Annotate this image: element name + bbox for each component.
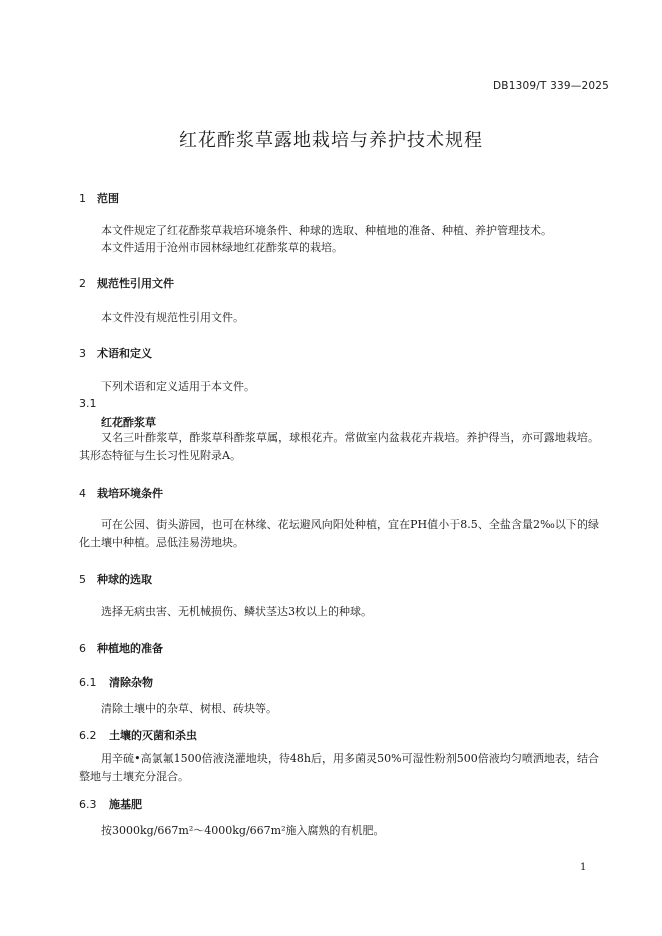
- subsection-6-2-heading: [79, 727, 197, 743]
- subsection-number: 6.1: [79, 676, 97, 689]
- paragraph: 选择无病虫害、无机械损伤、鳞状茎达3枚以上的种球。: [101, 605, 372, 618]
- section-5-heading: [79, 571, 152, 587]
- paragraph: 按3000kg/667m²～4000kg/667m²施入腐熟的有机肥。: [101, 824, 385, 837]
- section-number: 4: [79, 487, 86, 500]
- section-4-heading: [79, 485, 163, 501]
- section-title: 栽培环境条件: [97, 487, 163, 500]
- section-1-heading: [79, 190, 119, 206]
- paragraph: 本文件适用于沧州市园林绿地红花酢浆草的栽培。: [101, 241, 343, 254]
- subsection-title: 土壤的灭菌和杀虫: [109, 729, 197, 742]
- section-title: 范围: [97, 192, 119, 205]
- paragraph: 本文件没有规范性引用文件。: [101, 311, 244, 324]
- term-name: 红花酢浆草: [101, 416, 156, 429]
- term-number: 3.1: [79, 397, 97, 410]
- paragraph: 下列术语和定义适用于本文件。: [101, 380, 255, 393]
- section-6-heading: [79, 640, 163, 656]
- subsection-number: 6.3: [79, 798, 97, 811]
- document-title: 红花酢浆草露地栽培与养护技术规程: [179, 130, 483, 151]
- section-title: 种球的选取: [97, 573, 152, 586]
- paragraph: 可在公园、街头游园，也可在林缘、花坛避风向阳处种植，宜在PH值小于8.5、全盐含量2‰以下的绿化土壤中种植。忌低洼易涝地块。: [79, 518, 599, 549]
- section-number: 2: [79, 277, 86, 290]
- subsection-6-3-heading: [79, 796, 142, 812]
- subsection-title: 施基肥: [109, 798, 142, 811]
- page-number: 1: [580, 862, 587, 873]
- subsection-number: 6.2: [79, 729, 97, 742]
- term-definition: 又名三叶酢浆草，酢浆草科酢浆草属，球根花卉。常做室内盆栽花卉栽培。养护得当，亦可露地栽培。其形态特征与生长习性见附录A。: [79, 431, 599, 462]
- section-number: 3: [79, 347, 86, 360]
- section-2-heading: [79, 275, 174, 291]
- subsection-title: 清除杂物: [109, 676, 153, 689]
- paragraph: 用辛硫•高氯氟1500倍液浇灌地块，待48h后，用多菌灵50%可湿性粉剂500倍液均匀喷洒地表，结合整地与土壤充分混合。: [79, 752, 599, 783]
- section-title: 规范性引用文件: [97, 277, 174, 290]
- section-3-heading: [79, 345, 152, 361]
- paragraph: 清除土壤中的杂草、树根、砖块等。: [101, 702, 277, 715]
- document-code: DB1309/T 339—2025: [493, 80, 609, 92]
- section-number: 5: [79, 573, 86, 586]
- paragraph: 本文件规定了红花酢浆草栽培环境条件、种球的选取、种植地的准备、种植、养护管理技术。: [101, 224, 552, 237]
- section-number: 1: [79, 192, 86, 205]
- subsection-6-1-heading: [79, 674, 153, 690]
- section-title: 种植地的准备: [97, 642, 163, 655]
- section-title: 术语和定义: [97, 347, 152, 360]
- section-number: 6: [79, 642, 86, 655]
